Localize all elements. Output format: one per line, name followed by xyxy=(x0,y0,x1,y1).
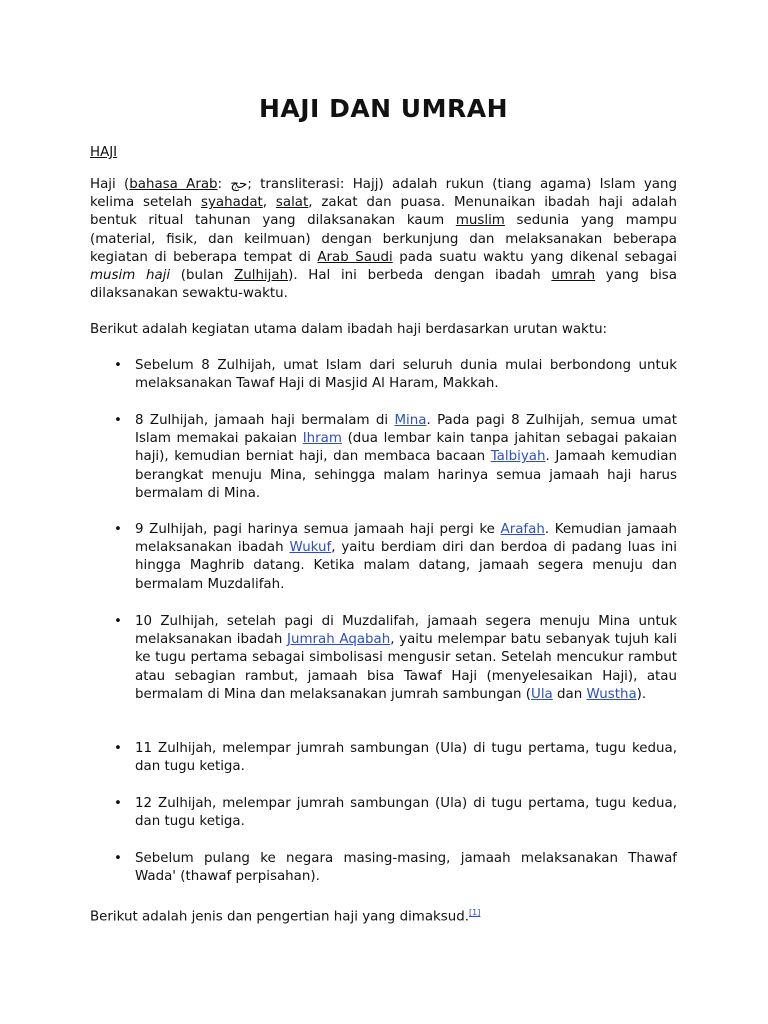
item-text: dan xyxy=(552,686,587,702)
link-arab-saudi[interactable]: Arab Saudi xyxy=(317,249,393,265)
outro-text: Berikut adalah jenis dan pengertian haji yang dimaksud. xyxy=(90,909,470,925)
link-jumrah-aqabah[interactable]: Jumrah Aqabah xyxy=(287,632,391,648)
item-text: , yaitu melempar batu sebanyak tujuh kali ke tugu pertama sebagai simbolisasi mengusir setan. Setelah mencukur rambut atau sebagian rambut, jamaah bisa Tawaf Haji (menyelesaikan Haji), atau bermalam di Mina dan melaksanakan jumrah sambungan ( xyxy=(135,632,677,702)
bullet-dot: • xyxy=(114,851,122,866)
section-heading-haji: HAJI xyxy=(90,145,118,160)
intro-text-6: pada suatu waktu yang dikenal sebagai xyxy=(392,249,678,265)
item-text: . Kemudian jamaah melaksanakan ibadah xyxy=(135,522,677,556)
link-bahasa-arab[interactable]: bahasa Arab xyxy=(129,177,218,192)
item-text: 10 Zulhijah, setelah pagi di Muzdalifah, jamaah segera menuju Mina untuk melaksanakan ibadah xyxy=(135,614,677,648)
item-text: , yaitu berdiam diri dan berdoa di padang luas ini hingga Maghrib datang. Ketika malam datang, jamaah segera menuju dan bermalam Muzdalifah. xyxy=(135,540,677,592)
intro-text-4: , zakat dan puasa. Menunaikan ibadah haji adalah bentuk ritual tahunan yang dilaksanakan kaum xyxy=(90,195,677,229)
link-zulhijah[interactable]: Zulhijah xyxy=(234,268,289,284)
list-item-text: Sebelum pulang ke negara masing-masing, jamaah melaksanakan Thawaf Wada' (thawaf perpisahan). xyxy=(135,851,677,885)
intro-text-5: sedunia yang mampu (material, fisik, dan keilmuan) dengan berkunjung dan melaksanakan beberapa kegiatan di beberapa tempat di xyxy=(90,213,677,265)
link-talbiyah[interactable]: Talbiyah xyxy=(490,449,546,465)
list-item-text: 12 Zulhijah, melempar jumrah sambungan (Ula) di tugu pertama, tugu kedua, dan tugu ketiga. xyxy=(135,796,677,830)
list-item-text xyxy=(135,412,677,503)
intro-text-3: , xyxy=(262,195,276,211)
bullet-dot: • xyxy=(114,522,122,537)
activities-intro: Berikut adalah kegiatan utama dalam ibadah haji berdasarkan urutan waktu: xyxy=(90,322,608,337)
intro-text-8: ). Hal ini berbeda dengan ibadah xyxy=(288,268,552,284)
bullet-dot: • xyxy=(114,358,122,373)
bullet-dot: • xyxy=(114,413,122,428)
reference-link[interactable]: [1] xyxy=(469,908,481,917)
list-item-text: Sebelum 8 Zulhijah, umat Islam dari seluruh dunia mulai berbondong untuk melaksanakan Tawaf Haji di Masjid Al Haram, Makkah. xyxy=(135,358,677,392)
link-ula[interactable]: Ula xyxy=(531,686,553,702)
list-item-text xyxy=(135,521,677,594)
link-wukuf[interactable]: Wukuf xyxy=(289,540,332,556)
item-text: . Jamaah kemudian berangkat menuju Mina, sehingga malam harinya semua jamaah haji harus bermalam di Mina. xyxy=(135,449,677,501)
intro-text-7: (bulan xyxy=(170,268,235,284)
item-text: . Pada pagi 8 Zulhijah, semua umat Islam memakai pakaian xyxy=(135,413,677,447)
intro-text-9: yang bisa dilaksanakan sewaktu-waktu. xyxy=(90,268,677,302)
intro-text-2: : حج; transliterasi: Hajj) adalah rukun (tiang agama) Islam yang kelima setelah xyxy=(90,177,677,211)
item-text: 9 Zulhijah, pagi harinya semua jamaah haji pergi ke xyxy=(135,522,501,537)
musim-haji-term: musim haji xyxy=(90,268,171,284)
link-muslim[interactable]: muslim xyxy=(455,213,505,229)
list-item-text: 11 Zulhijah, melempar jumrah sambungan (Ula) di tugu pertama, tugu kedua, dan tugu ketiga. xyxy=(135,741,677,775)
link-umrah[interactable]: umrah xyxy=(551,268,596,284)
bullet-dot: • xyxy=(114,614,122,629)
link-arafah[interactable]: Arafah xyxy=(500,522,545,537)
item-text: (dua lembar kain tanpa jahitan sebagai pakaian haji), kemudian berniat haji, dan membaca bacaan xyxy=(135,431,677,465)
item-text: ). xyxy=(636,686,647,702)
link-mina[interactable]: Mina xyxy=(394,413,427,428)
link-salat[interactable]: salat xyxy=(275,195,309,211)
haji-types-intro xyxy=(90,904,677,927)
page-title: HAJI DAN UMRAH xyxy=(258,94,508,123)
list-item-text xyxy=(135,613,677,704)
intro-paragraph xyxy=(90,176,677,303)
intro-text-1: Haji ( xyxy=(90,177,130,192)
link-ihram[interactable]: Ihram xyxy=(302,431,342,447)
item-text: 8 Zulhijah, jamaah haji bermalam di xyxy=(135,413,395,428)
link-wustha[interactable]: Wustha xyxy=(586,686,637,702)
link-syahadat[interactable]: syahadat xyxy=(201,195,263,211)
bullet-dot: • xyxy=(114,741,122,756)
bullet-dot: • xyxy=(114,796,122,811)
